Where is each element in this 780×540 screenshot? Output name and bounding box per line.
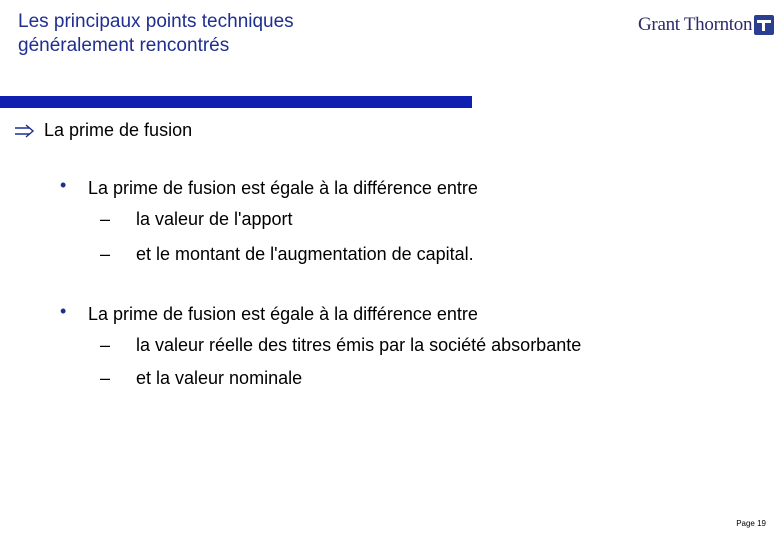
logo-wordmark: Grant Thornton — [638, 14, 753, 35]
sub-item-2-2 — [100, 368, 303, 389]
title-line-2: généralement rencontrés — [18, 35, 230, 56]
grant-thornton-mark-icon — [754, 15, 774, 35]
level1-text: La prime de fusion — [44, 120, 193, 140]
level1-item — [14, 120, 192, 141]
dash-icon: – — [100, 244, 111, 264]
bullet-text: La prime de fusion est égale à la différence entre — [88, 304, 478, 324]
sub-item-1-1 — [100, 209, 293, 230]
page-number: Page 19 — [736, 519, 766, 528]
slide-title — [18, 10, 294, 58]
dash-icon: – — [100, 209, 111, 229]
bullet-text: La prime de fusion est égale à la différence entre — [88, 178, 478, 198]
sub-item-1-2 — [100, 244, 474, 265]
title-line-1: Les principaux points techniques — [18, 11, 294, 32]
grant-thornton-logo — [638, 14, 774, 36]
sub-item-text: la valeur de l'apport — [136, 209, 293, 229]
sub-item-text: et le montant de l'augmentation de capital. — [136, 244, 474, 264]
dash-icon: – — [100, 335, 111, 355]
bullet-item-2 — [60, 301, 478, 325]
dash-icon: – — [100, 368, 111, 388]
sub-item-2-1 — [100, 335, 582, 356]
sub-item-text: et la valeur nominale — [136, 368, 303, 388]
bullet-item-1 — [60, 175, 478, 199]
double-arrow-right-icon — [14, 124, 36, 138]
sub-item-text: la valeur réelle des titres émis par la société absorbante — [136, 335, 582, 355]
header-rule — [0, 96, 472, 108]
bullet-icon: • — [60, 301, 67, 321]
bullet-icon: • — [60, 175, 67, 195]
